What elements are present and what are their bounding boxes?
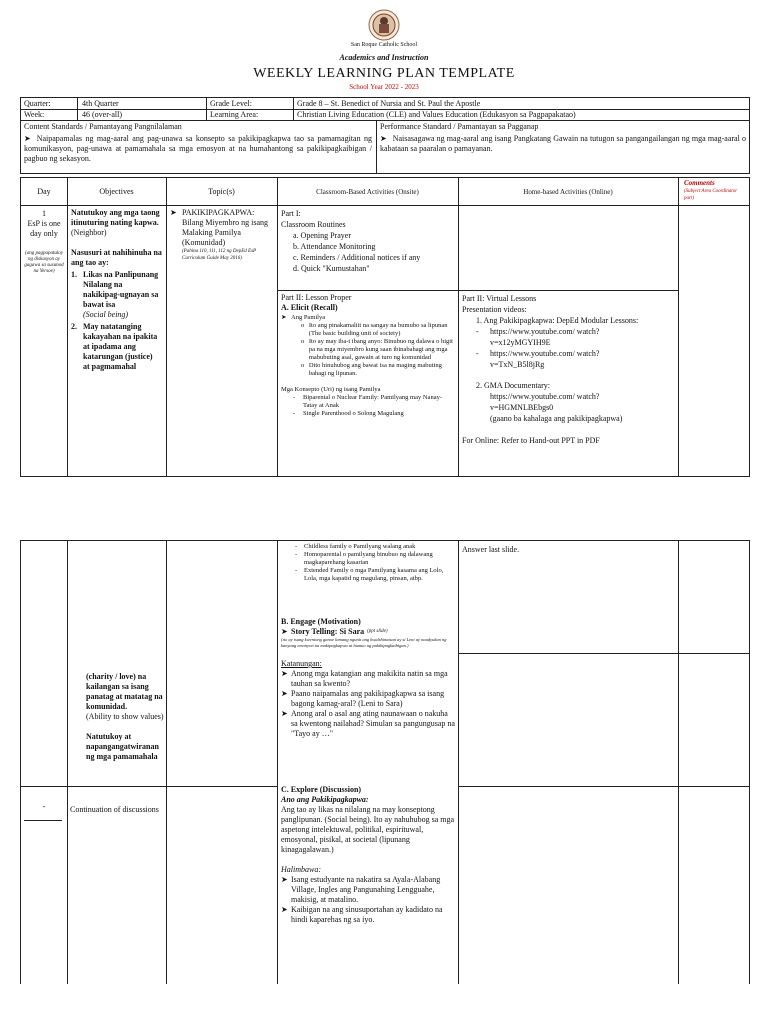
routine-item: a. Opening Prayer — [293, 231, 351, 240]
routine-item: d. Quick "Kumustahan" — [293, 264, 370, 273]
performance-standard-label: Performance Standard / Pamantayan sa Pagganap — [380, 122, 539, 131]
routine-item: b. Attendance Monitoring — [293, 242, 376, 251]
week-label: Week: — [24, 110, 45, 119]
katanungan-heading: Katanungan: — [281, 659, 322, 668]
question: Anong aral o asal ang ating naunawaan o nakuha sa kwentong nailahad? Simulan sa pangungusap na "Tayo ay …" — [291, 709, 455, 738]
objective-item-1: Likas na Panlipunang Nilalang na nakikipag-ugnayan sa bawat isa — [83, 270, 159, 309]
pamilya-bullet: Ito ay may iba-t ibang anyo: Binubuo ng dalawa o higit pa na mga miyembro kung saan ibinabahagi ang mga mabubuting asal, gawain at turo ng komunidad — [308, 338, 453, 361]
example: Kaibigan na ang sinusuportahan ay kadidato na hindi kaparehas ng sa iyo. — [291, 905, 443, 924]
school-year: School Year 2022 - 2023 — [349, 83, 419, 91]
example: Isang estudyante na nakatira sa Ayala-Alabang Village, Ingles ang Pangunahing Lengguahe, makisig, at matalino. — [291, 875, 441, 904]
engage-section: B. Engage (Motivation) ➤ Story Telling: Si Sara (ppt slide) (ito ay isang kwentong ganoe lamang ngunit ang kwalshinatsan ay si Leni ay naudyukan ng kanyang emonyon na makipagkapwa at bumuo ng pakikipagkaibigan.) Katanungan: ➤ Anong mga katangian ang makikita natin sa mga tauhan sa kwento? ➤ Paano naipamalas ang pakikipagkapwa sa isang bagong kamag-aral? (Leni to Sara) ➤ Anong aral o asal ang ating naunawaan o nakuha sa kwentong nailahad? Simulan sa pangungusap na "Tayo ay …" — [281, 617, 455, 738]
video-item-2: 2. GMA Documentary: — [476, 381, 550, 390]
col-topics: Topic(s) — [208, 187, 235, 196]
halimbawa-heading: Halimbawa: — [281, 865, 321, 874]
question: Anong mga katangian ang makikita natin sa mga tauhan sa kwento? — [291, 669, 448, 688]
part1-cell — [281, 208, 456, 274]
objective-cont: (charity / love) na kailangan sa isang panatag at matatag na komunidad. — [86, 672, 163, 711]
col-objectives: Objectives — [99, 187, 134, 196]
objective-1-note: (Neighbor) — [71, 228, 107, 237]
part2-title: Part II: Lesson Proper — [281, 293, 352, 302]
day-dash: - — [42, 802, 46, 811]
video-link-3[interactable]: https://www.youtube.com/ watch?v=HGMNLBEbgs0 — [490, 392, 600, 412]
explore-text: Ang tao ay likas na nilalang na may konseptong panglipunan. (Social being). Ito ay nahuhubog sa mga aspetong intelektuwal, politikal, espirituwal, emosyonal, pisikal, at societal (lipunang kinagagalawan.) — [281, 805, 455, 854]
day-number: 1 — [42, 209, 46, 218]
col-comments: Comments — [684, 179, 715, 187]
pamilya-label: Ang Pamilya — [291, 314, 326, 321]
video-link-2[interactable]: https://www.youtube.com/ watch?v=TxN_B5l8jRg — [490, 349, 600, 369]
virtual-title: Part II: Virtual Lessons — [462, 294, 537, 303]
part2-cell: Part II: Lesson Proper A. Elicit (Recall) ➤ Ang Pamilya o Ito ang pinakamaliit na sangay na bumubo sa lipunan (The basic building unit of society) o Ito ay may iba-t ibang anyo: Binubuo ng dalawa o higit pa na mga miyembro kung saan ibinabahagi ang mga mabubuting asal, gawain at turo ng komunidad o Dito hinuhubog ang bawat isa na maging mabuting bahagi ng lipunan. Mga Konsepto (Uri) ng isang Pamilya - Biparental o Nuclear Family: Pamilyang may Nanay-Tatay at Anak - Single Parenthood o Solong Magulang — [281, 293, 456, 418]
week-value: 46 (over-all) — [82, 110, 123, 119]
objective-1: Natutukoy ang mga taong itinuturing nating kapwa. — [71, 208, 160, 227]
objective-cont-note: (Ability to show values) — [86, 712, 164, 721]
uri-item: Single Parenthood o Solong Magulang — [303, 410, 404, 417]
area-value: Christian Living Education (CLE) and Values Education (Edukasyon sa Pagpapakatao) — [297, 110, 576, 119]
pamilya-bullet: Ito ang pinakamaliit na sangay na bumubo sa lipunan (The basic building unit of society) — [308, 322, 448, 337]
explore-sub: Ano ang Pakikipagkapwa: — [281, 795, 369, 804]
engage-heading: B. Engage (Motivation) — [281, 617, 361, 626]
objectives-continued — [86, 672, 164, 762]
day-text: EsP is one day only — [27, 219, 61, 238]
topics-cell: ➤ PAKIKIPAGKAPWA: Bilang Miyembro ng isang Malaking Pamilya (Komunidad) (Pahina 110, 111, 112 ng DepEd EsP Curriculum Guide May 2016) — [170, 208, 274, 262]
quarter-label: Quarter: — [24, 99, 51, 108]
col-online: Home-based Activities (Online) — [523, 188, 613, 196]
video-item-1: 1. Ang Pakikipagkapwa: DepEd Modular Lessons: — [476, 316, 639, 325]
objectives-cell: Natutukoy ang mga taong itinuturing nating kapwa. (Neighbor) Nasusuri at nahihinuha na ang tao ay: 1. Likas na Panlipunang Nilalang na nakikipag-ugnayan sa bawat isa (Social being) 2. May natatanging kakayahan na ipakita at ipadama ang katarungan (justice) at pagmamahal — [71, 208, 163, 380]
col-day: Day — [37, 187, 51, 196]
objective-3: Natutukoy at napangangatwiranan ng mga pamamahala — [86, 732, 159, 761]
continuation-label: Continuation of discussions — [70, 805, 159, 814]
virtual-cell: Part II: Virtual Lessons Presentation videos: 1. Ang Pakikipagkapwa: DepEd Modular Lessons: - https://www.youtube.com/ watch?v=x12yMGYIH9E - https://www.youtube.com/ watch?v=TxN_B5l8jRg 2. GMA Documentary: https://www.youtube.com/ watch?v=HGMNLBEbgs0 (gaano ba kahalaga ang pakikipagkapwa) For Online: Refer to Hand-out PPT in PDF — [462, 293, 676, 446]
presentation-videos: Presentation videos: — [462, 305, 527, 314]
performance-standard-text: ➤ Naisasagawa ng mag-aaral ang isang Pangkatang Gawain na tutugon sa pangangailangan ng mga mag-aaral o kabataan sa paaralan o pamayanan. — [380, 134, 746, 153]
area-label: Learning Area: — [210, 110, 259, 119]
topic-reference: (Pahina 110, 111, 112 ng DepEd EsP Curriculum Guide May 2016) — [182, 249, 256, 261]
pamilya-bullet: Dito hinuhubog ang bawat isa na maging mabuting bahagi ng lipunan. — [308, 362, 442, 377]
routine-item: c. Reminders / Additional notices if any — [293, 253, 421, 262]
school-name: San Roque Catholic School — [350, 42, 418, 48]
uri-item: Extended Family o mga Pamilyang kasama ang Lolo, Lola, mga kapatid ng magulang, pinsan, atbp. — [304, 567, 444, 582]
department: Academics and Instruction — [339, 53, 429, 62]
part1-title: Part I: — [281, 209, 301, 218]
page-title: WEEKLY LEARNING PLAN TEMPLATE — [253, 66, 515, 81]
col-comments-note: (Subject Area Coordinator part) — [684, 189, 738, 201]
content-standard-label: Content Standards / Pamantayang Pangnilalaman — [24, 122, 182, 131]
objective-2: Nasusuri at nahihinuha na ang tao ay: — [71, 248, 162, 267]
uri-item: Homoparental o pamilyang binubuo ng dalawang magkaparehang kasarian — [304, 551, 433, 566]
objective-item-2: May natatanging kakayahan na ipakita at ipadama ang katarungan (justice) at pagmamahal — [83, 322, 158, 371]
question: Paano naipamalas ang pakikipagkapwa sa isang bagong kamag-aral? (Leni to Sara) — [291, 689, 445, 708]
video-item-2-note: (gaano ba kahalaga ang pakikipagkapwa) — [490, 414, 623, 423]
story-telling: Story Telling: Si Sara — [291, 627, 365, 636]
grade-value: Grade 8 – St. Benedict of Nursia and St. Paul the Apostle — [297, 99, 481, 108]
uri-item: Biparental o Nuclear Family: Pamilyang may Nanay-Tatay at Anak — [303, 394, 442, 409]
day-note: (ang pagpapatuloy ng diskusyon ay gagawa sa susunod na Yersoe) — [24, 251, 64, 274]
explore-heading: C. Explore (Discussion) — [281, 785, 362, 794]
content-standard-text: ➤ Naipapamalas ng mag-aaral ang pag-unawa sa konsepto sa pakikipagkapwa tao sa pamamagitan ng komunikasyon, pag-unawa at pamamahala sa mga emosyon at na humahantong sa pakikipagkaibigan / pagbuo ng sekasyon. — [24, 134, 372, 163]
uri-item: Childless family o Pamilyang walang anak — [304, 543, 416, 550]
story-ppt: (ppt slide) — [367, 629, 388, 634]
video-link-1[interactable]: https://www.youtube.com/ watch?v=x12yMGYIH9E — [490, 327, 600, 347]
grade-label: Grade Level: — [210, 99, 252, 108]
quarter-value: 4th Quarter — [82, 99, 119, 108]
online-note: For Online: Refer to Hand-out PPT in PDF — [462, 436, 600, 445]
part1-sub: Classroom Routines — [281, 220, 346, 229]
answer-last-slide: Answer last slide. — [462, 545, 520, 554]
topic-main: PAKIKIPAGKAPWA: Bilang Miyembro ng isang Malaking Pamilya (Komunidad) — [182, 208, 268, 247]
story-note: (ito ay isang kwentong ganoe lamang ngunit ang kwalshinatsan ay si Leni ay naudyukan ng kanyang emonyon na makipagkapwa at bumuo ng pakikipagkaibigan.) — [281, 637, 447, 648]
explore-section: C. Explore (Discussion) Ano ang Pakikipagkapwa: Ang tao ay likas na nilalang na may konseptong panglipunan. (Social being). Ito ay nahuhubog sa mga aspetong intelektuwal, politikal, espirituwal, emosyonal, pisikal, at societal (lipunang kinagagalawan.) Halimbawa: ➤ Isang estudyante na nakatira sa Ayala-Alabang Village, Ingles ang Pangunahing Lengguahe, makisig, at matalino. ➤ Kaibigan na ang sinusuportahan ay kadidato na hindi kaparehas ng sa iyo. — [281, 785, 455, 924]
col-onsite: Classroom-Based Activities (Onsite) — [316, 188, 419, 196]
elicit-heading: A. Elicit (Recall) — [281, 303, 338, 312]
school-seal — [368, 9, 400, 41]
uri-continued: - Childless family o Pamilyang walang anak - Homoparental o pamilyang binubuo ng dalawang magkaparehang kasarian - Extended Family o mga Pamilyang kasama ang Lolo, Lola, mga kapatid ng magulang, pinsan, atbp. — [295, 543, 455, 583]
objective-item-1-note: (Social being) — [83, 310, 129, 319]
konsepto-heading: Mga Konsepto (Uri) ng isang Pamilya — [281, 386, 381, 393]
